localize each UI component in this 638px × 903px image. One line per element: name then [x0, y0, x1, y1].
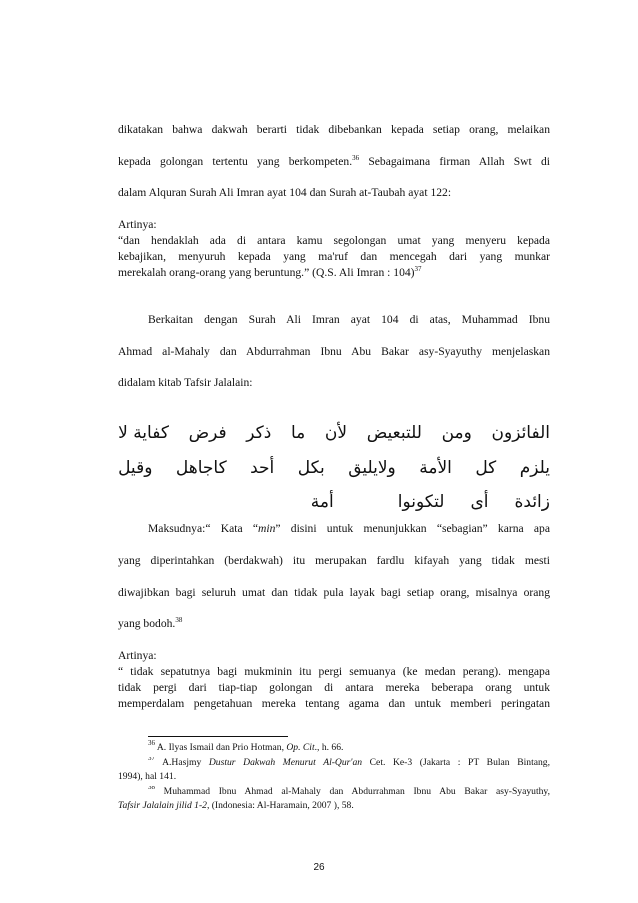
text-run: yang bodoh.: [118, 617, 176, 630]
footnote-37-line-1: [148, 757, 550, 769]
footnote-38-line-2: [118, 800, 550, 812]
translation-1-line-3: [118, 266, 550, 280]
footnote-ref-38[interactable]: 38: [175, 616, 183, 624]
arabic-word: الأمة: [419, 458, 452, 478]
paragraph-3-line-3: diwajibkan bagi seluruh umat dan tidak pula layak bagi setiap orang, misalnya orang: [118, 586, 550, 599]
text-run: merekalah orang-orang yang beruntung.” (Q.S. Ali Imran : 104): [118, 266, 415, 279]
translation-1-line-1: “dan hendaklah ada di antara kamu segolongan umat yang menyeru kepada: [118, 234, 550, 247]
arabic-line-3: [118, 490, 550, 514]
text-run: A.Hasjmy: [155, 757, 209, 768]
arabic-word: لأن: [324, 423, 348, 443]
text-run: Maksudnya:“ Kata “: [148, 522, 258, 535]
arabic-word: فرض: [188, 423, 227, 443]
paragraph-2-line-2: Ahmad al-Mahaly dan Abdurrahman Ibnu Abu Bakar asy-Syayuthy menjelaskan: [118, 345, 550, 358]
arabic-line-1: [118, 421, 550, 445]
paragraph-1-line-1: dikatakan bahwa dakwah berarti tidak dibebankan kepada setiap orang, melaikan: [118, 123, 550, 136]
arabic-word: كاجاهل: [175, 458, 227, 478]
paragraph-3-line-4: [118, 617, 550, 631]
arabic-word: ومن: [441, 423, 472, 443]
paragraph-2-line-3: didalam kitab Tafsir Jalalain:: [118, 376, 253, 389]
footnote-ref-37[interactable]: 37: [414, 265, 422, 273]
arabic-word: ذكر: [246, 423, 272, 443]
arabic-line-2: [118, 456, 550, 480]
arabic-word: أمة: [310, 492, 334, 512]
arabic-word: أى: [470, 492, 489, 512]
text-run: , (Indonesia: Al-Haramain, 2007 ), 58.: [206, 800, 354, 811]
paragraph-2-line-1: Berkaitan dengan Surah Ali Imran ayat 104 di atas, Muhammad Ibnu: [148, 313, 550, 326]
footnote-36: [148, 739, 550, 754]
text-run: Sebagaimana firman Allah Swt di: [359, 155, 550, 168]
text-run: ., h. 66.: [314, 742, 344, 753]
footnote-38-line-1: [148, 786, 550, 798]
paragraph-3-line-1: [148, 522, 550, 536]
text-run: A. Ilyas Ismail dan Prio Hotman,: [155, 742, 287, 753]
page-number: 26: [313, 862, 325, 873]
translation-1-line-2: kebajikan, menyuruh kepada yang ma'ruf dan mencegah dari yang munkar: [118, 250, 550, 263]
translation-2-line-1: “ tidak sepatutnya bagi mukminin itu pergi semuanya (ke medan perang). mengapa: [118, 665, 550, 678]
footnote-37-line-2: 1994), hal 141.: [118, 771, 177, 782]
arabic-word: زائدة: [514, 492, 550, 512]
italic-term: min: [258, 522, 276, 535]
arabic-word: ولايليق: [348, 458, 396, 478]
arabic-word: بكل: [297, 458, 325, 478]
italic-term: Op. Cit: [286, 742, 315, 753]
paragraph-1-line-2: [118, 155, 550, 169]
arabic-word: كل: [475, 458, 497, 478]
paragraph-3-line-2: yang diperintahkan (berdakwah) itu merupakan fardlu kifayah yang tidak mesti: [118, 554, 550, 567]
artinya-label-1: Artinya:: [118, 218, 157, 231]
artinya-label-2: Artinya:: [118, 649, 157, 662]
arabic-word: ما: [290, 423, 306, 443]
italic-term: Tafsir Jalalain jilid 1-2: [118, 800, 207, 811]
text-run: ” disini untuk menunjukkan “sebagian” karna apa: [275, 522, 550, 535]
arabic-word: الفائزون: [491, 423, 550, 443]
arabic-word: للتبعيض: [366, 423, 422, 443]
text-run: Muhammad Ibnu Ahmad al-Mahaly dan Abdurrahman Ibnu Abu Bakar asy-Syayuthy,: [155, 786, 550, 797]
text-run: Cet. Ke-3 (Jakarta : PT Bulan Bintang,: [362, 757, 550, 768]
arabic-word: كفاية لا: [118, 423, 169, 443]
footnote-number: 36: [148, 739, 155, 747]
arabic-word: يلزم: [519, 458, 550, 478]
arabic-word: لتكونوا: [397, 492, 445, 512]
arabic-word: وقيل: [118, 458, 153, 478]
footnote-ref-36[interactable]: 36: [352, 155, 360, 162]
italic-term: Dustur Dakwah Menurut Al-Qur'an: [208, 757, 363, 768]
footnote-separator: [148, 736, 288, 737]
text-run: kepada golongan tertentu yang berkompeten.: [118, 155, 353, 168]
arabic-word: أحد: [250, 458, 275, 478]
footnote-number: 38: [148, 786, 155, 791]
paragraph-1-line-3: dalam Alquran Surah Ali Imran ayat 104 dan Surah at-Taubah ayat 122:: [118, 186, 452, 199]
footnote-number: 37: [148, 757, 155, 762]
translation-2-line-3: memperdalam pengetahuan mereka tentang agama dan untuk memberi peringatan: [118, 697, 550, 710]
translation-2-line-2: tidak pergi dari tiap-tiap golongan di antara mereka beberapa orang untuk: [118, 681, 550, 694]
